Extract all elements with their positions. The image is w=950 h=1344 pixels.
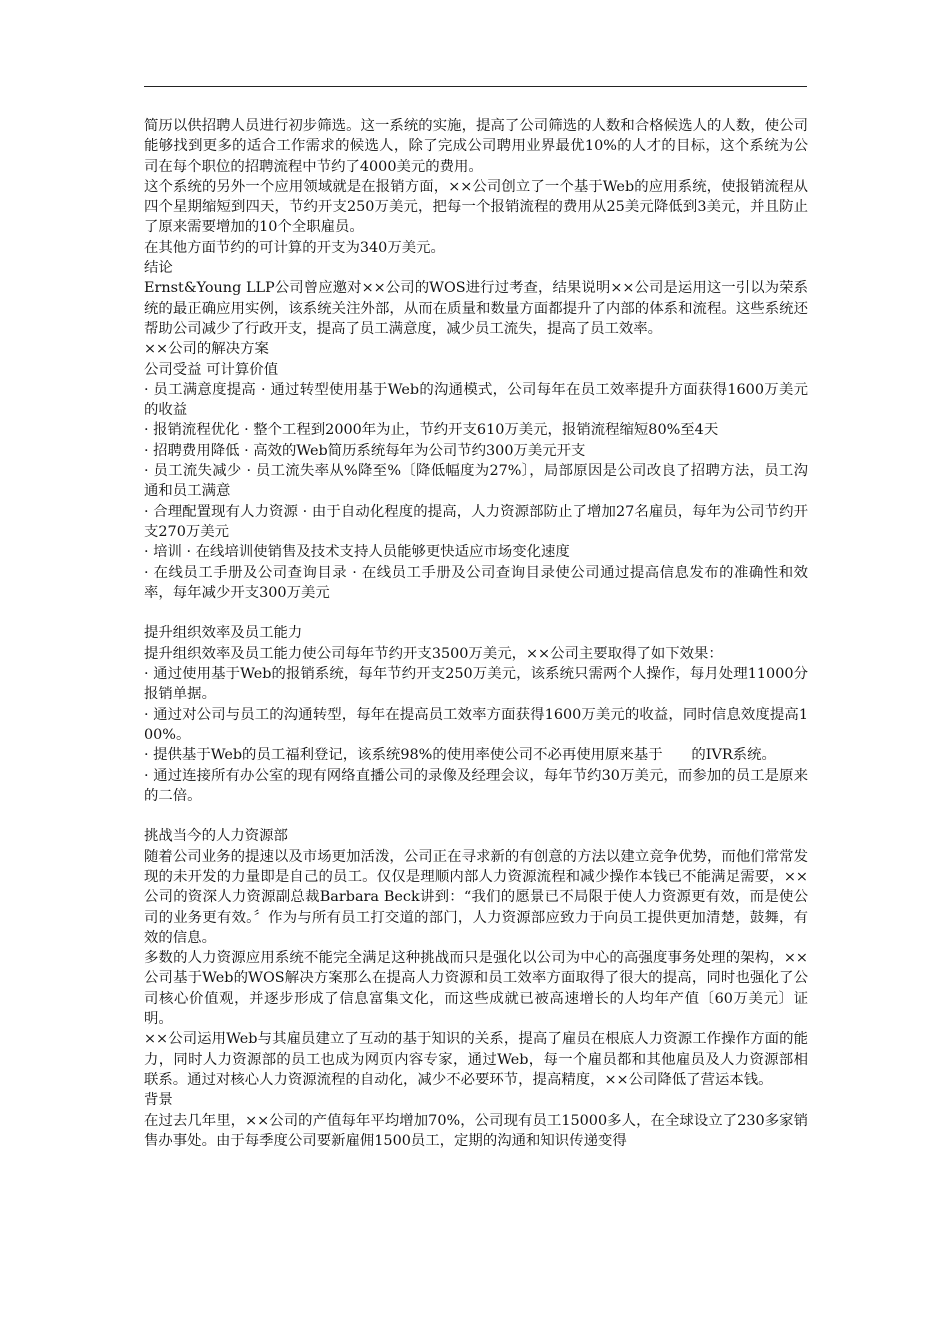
heading-solution: ××公司的解决方案 [144, 341, 269, 358]
heading-conclusion: 结论 [144, 260, 173, 277]
list-item: · 提供基于Web的员工福利登记，该系统98%的使用率使公司不必再使用原来基于 的IVR系统。 [144, 747, 776, 764]
heading-org-efficiency: 提升组织效率及员工能力 [144, 625, 303, 642]
heading-hr-challenge: 挑战当今的人力资源部 [144, 828, 288, 845]
paragraph-hr-challenge-1: 随着公司业务的提速以及市场更加活泼，公司正在寻求新的有创意的方法以建立竞争优势，而他们常常发现的未开发的力量即是自己的员工。仅仅是理顺内部人力资源流程和减少操作本钱已不能满足需要，××公司的资深人力资源副总裁Barbara Beck讲到：“我们的愿景已不局限于使人力资源更有效，而是使公司的业务更有效。〞作为与所有员工打交道的部门，人力资源部应致力于向员工提供更加清楚，鼓舞，有效的信息。 [144, 848, 808, 946]
paragraph-other-savings: 在其他方面节约的可计算的开支为340万美元。 [144, 239, 445, 256]
list-item: · 员工满意度提高 · 通过转型使用基于Web的沟通模式，公司每年在员工效率提升方面获得1600万美元的收益 [144, 381, 808, 419]
document-body [144, 116, 808, 1151]
paragraph-reimbursement-system: 这个系统的另外一个应用领域就是在报销方面，××公司创立了一个基于Web的应用系统，使报销流程从四个星期缩短到四天，节约开支250万美元，把每一个报销流程的费用从25美元降低到3美元，并且防止了原来需要增加的10个全职雇员。 [144, 178, 808, 236]
heading-benefit-value: 公司受益 可计算价值 [144, 361, 279, 378]
list-item: · 招聘费用降低 · 高效的Web简历系统每年为公司节约300万美元开支 [144, 442, 586, 459]
list-item: · 员工流失减少 · 员工流失率从%降至%〔降低幅度为27%〕，局部原因是公司改良了招聘方法，员工沟通和员工满意 [144, 463, 808, 500]
blank-line [144, 603, 808, 623]
header-rule [144, 86, 807, 87]
list-item: · 培训 · 在线培训使销售及技术支持人员能够更快适应市场变化速度 [144, 544, 570, 561]
paragraph-recruiting-system: 简历以供招聘人员进行初步筛选。这一系统的实施，提高了公司筛选的人数和合格候选人的人数，使公司能够找到更多的适合工作需求的候选人，除了完成公司聘用业界最优10%的人才的目标，这个系统为公司在每个职位的招聘流程中节约了4000美元的费用。 [144, 118, 808, 175]
list-item: · 在线员工手册及公司查询目录 · 在线员工手册及公司查询目录使公司通过提高信息发布的准确性和效率，每年减少开支300万美元 [144, 564, 808, 601]
paragraph-hr-challenge-2: 多数的人力资源应用系统不能完全满足这种挑战而只是强化以公司为中心的高强度事务处理的架构，××公司基于Web的WOS解决方案那么在提高人力资源和员工效率方面取得了很大的提高，同时也强化了公司核心价值观，并逐步形成了信息富集文化，而这些成就已被高速增长的人均年产值〔60万美元〕证明。 [144, 950, 808, 1028]
list-item: · 通过使用基于Web的报销系统，每年节约开支250万美元，该系统只需两个人操作，每月处理11000分报销单据。 [144, 666, 808, 703]
paragraph-ernst-young: Ernst&Young LLP公司曾应邀对××公司的WOS进行过考查，结果说明××公司是运用这一引以为荣系统的最正确应用实例，该系统关注外部，从而在质量和数量方面都提升了内部的体系和流程。这些系统还帮助公司减少了行政开支，提高了员工满意度，减少员工流失，提高了员工效率。 [144, 280, 808, 337]
list-item: · 通过连接所有办公室的现有网络直播公司的录像及经理会议，每年节约30万美元，而参加的员工是原来的二倍。 [144, 767, 808, 804]
list-item: · 合理配置现有人力资源 · 由于自动化程度的提高，人力资源部防止了增加27名雇员，每年为公司节约开支270万美元 [144, 503, 808, 540]
heading-background: 背景 [144, 1092, 173, 1109]
list-item: · 报销流程优化 · 整个工程到2000年为止，节约开支610万美元，报销流程缩短80%至4天 [144, 422, 719, 439]
list-item: · 通过对公司与员工的沟通转型，每年在提高员工效率方面获得1600万美元的收益，同时信息效度提高100%。 [144, 706, 808, 743]
paragraph-org-efficiency-intro: 提升组织效率及员工能力使公司每年节约开支3500万美元，××公司主要取得了如下效果： [144, 645, 723, 662]
paragraph-background: 在过去几年里，××公司的产值每年平均增加70%，公司现有员工15000多人，在全球设立了230多家销售办事处。由于每季度公司要新雇佣1500员工，定期的沟通和知识传递变得 [144, 1112, 808, 1149]
paragraph-hr-challenge-3: ××公司运用Web与其雇员建立了互动的基于知识的关系，提高了雇员在根底人力资源工作操作方面的能力，同时人力资源部的员工也成为网页内容专家，通过Web，每一个雇员都和其他雇员及人力资源部相联系。通过对核心人力资源流程的自动化，减少不必要环节，提高精度，××公司降低了营运本钱。 [144, 1031, 808, 1088]
blank-line [144, 806, 808, 826]
